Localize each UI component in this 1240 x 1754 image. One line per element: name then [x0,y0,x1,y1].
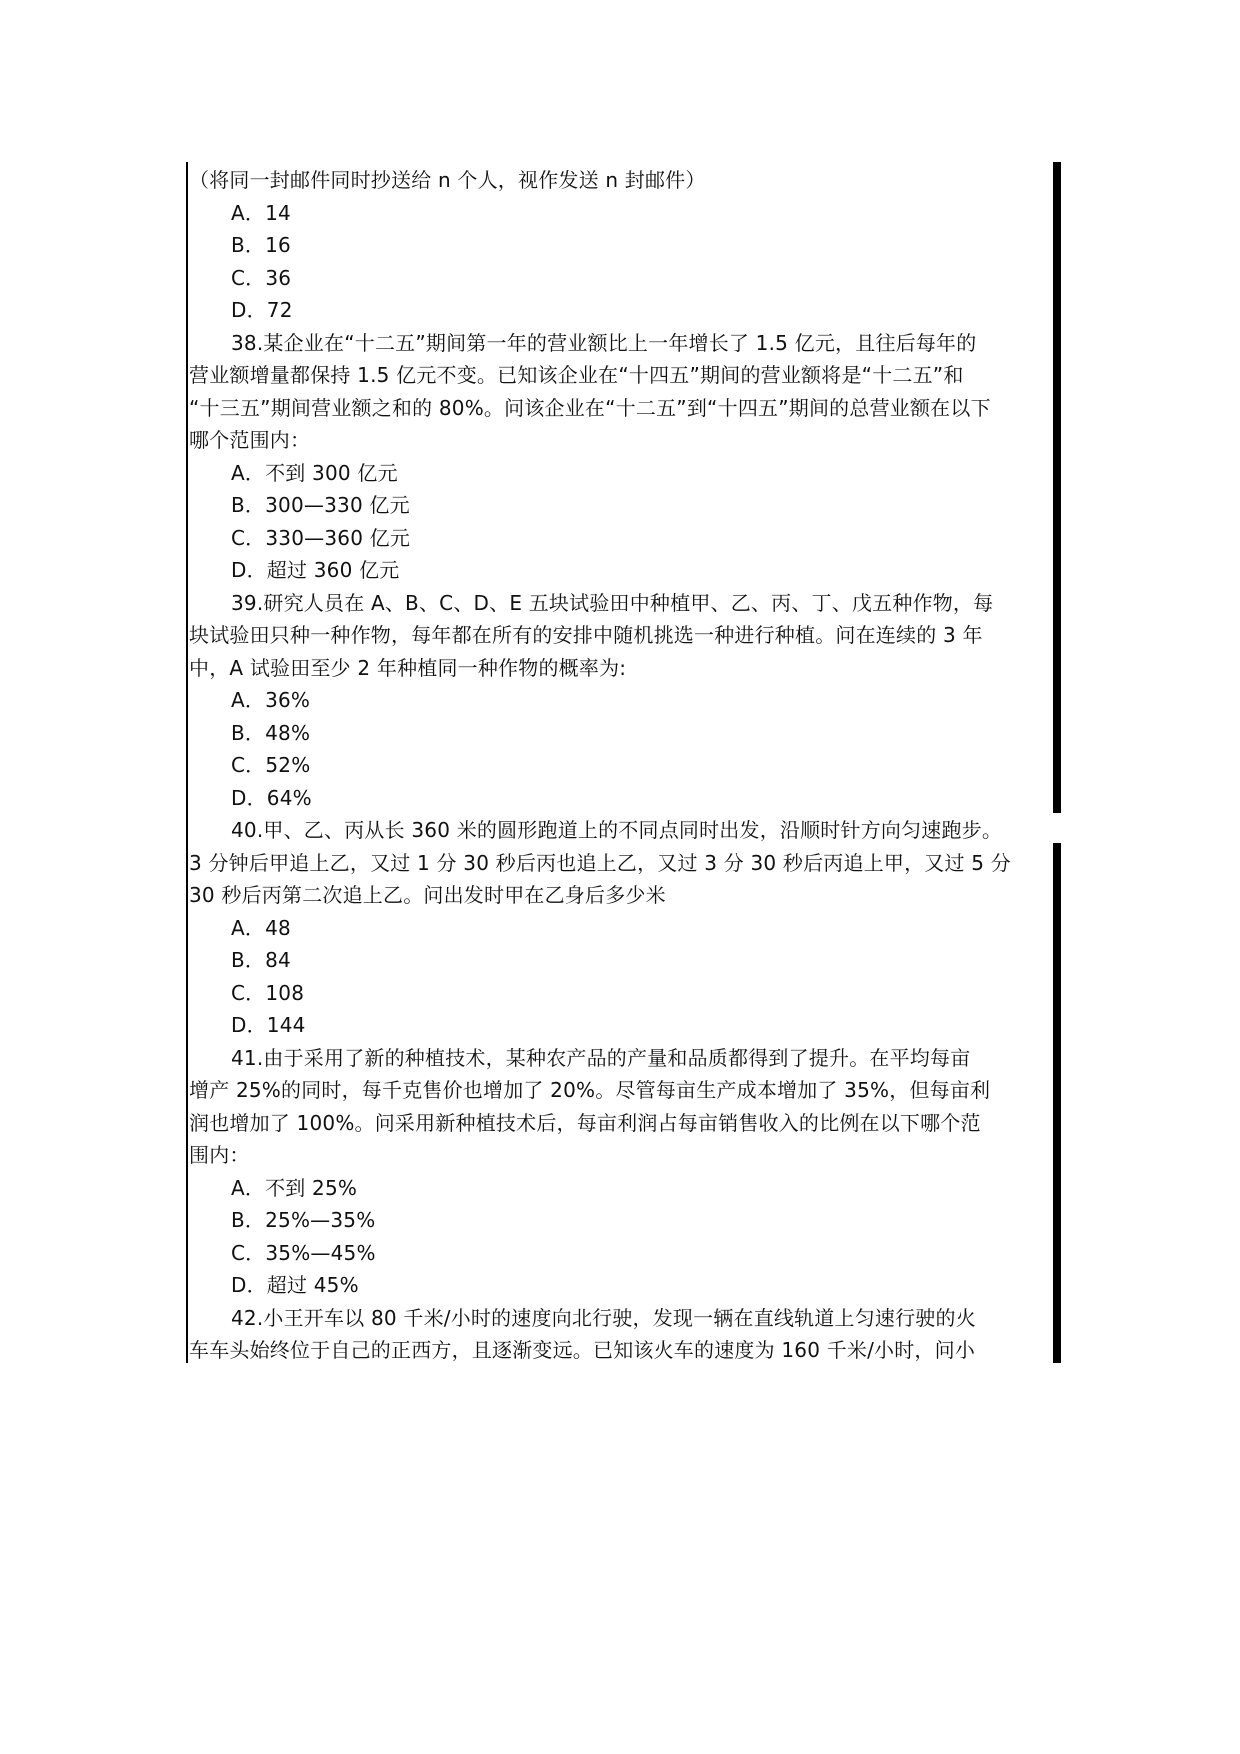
q40-text-line-1: 40.甲、乙、丙从长 360 米的圆形跑道上的不同点同时出发，沿顺时针方向匀速跑步。 [231,818,1003,842]
q40-option-c: C．108 [231,980,305,1005]
q40-text-line-3: 30 秒后丙第二次追上乙。问出发时甲在乙身后多少米 [189,883,666,907]
right-margin-bar-top [1053,162,1061,813]
q39-option-a: A．36% [231,688,311,712]
q41-text-line-4: 围内： [189,1143,250,1167]
q37-option-d: D．72 [231,298,293,322]
q37-option-c: C．36 [231,265,292,290]
q41-text-line-2: 增产 25%的同时，每千克售价也增加了 20%。尽管每亩生产成本增加了 35%，但每亩利 [189,1078,991,1102]
q40-option-d: D．144 [231,1013,306,1037]
q40-text-line-2: 3 分钟后甲追上乙，又过 1 分 30 秒后丙也追上乙，又过 3 分 30 秒后丙追上甲，又过 5 分 [189,850,1011,875]
q38-text-line-3: “十三五”期间营业额之和的 80%。问该企业在“十二五”到“十四五”期间的总营业额在以下 [189,395,991,420]
q41-option-b: B．25%—35% [231,1208,376,1232]
q38-option-a: A．不到 300 亿元 [231,460,398,485]
q37-note: （将同一封邮件同时抄送给 n 个人，视作发送 n 封邮件） [189,168,706,192]
q39-text-line-2: 块试验田只种一种作物，每年都在所有的安排中随机挑选一种进行种植。问在连续的 3 年 [189,623,983,647]
q40-option-b: B．84 [231,948,291,972]
q39-text-line-1: 39.研究人员在 A、B、C、D、E 五块试验田中种植甲、乙、丙、丁、戊五种作物，每 [231,590,994,615]
question-content [189,164,1053,1367]
q41-text-line-1: 41.由于采用了新的种植技术，某种农产品的产量和品质都得到了提升。在平均每亩 [231,1045,971,1070]
q38-option-c: C．330—360 亿元 [231,525,411,550]
q39-option-d: D．64% [231,785,312,810]
q42-text-line-1: 42.小王开车以 80 千米/小时的速度向北行驶，发现一辆在直线轨道上匀速行驶的火 [231,1305,976,1330]
q38-text-line-4: 哪个范围内： [189,428,311,452]
q38-option-d: D．超过 360 亿元 [231,558,400,582]
q41-option-c: C．35%—45% [231,1240,376,1265]
q41-option-d: D．超过 45% [231,1273,359,1297]
q37-option-b: B．16 [231,233,291,257]
q41-option-a: A．不到 25% [231,1175,358,1200]
right-margin-bar-bottom [1053,843,1061,1363]
q39-option-b: B．48% [231,720,311,745]
q39-option-c: C．52% [231,753,311,777]
q38-text-line-2: 营业额增量都保持 1.5 亿元不变。已知该企业在“十四五”期间的营业额将是“十二五”和 [189,363,964,387]
left-border-line [186,162,188,1363]
q40-option-a: A．48 [231,915,291,940]
q41-text-line-3: 润也增加了 100%。问采用新种植技术后，每亩利润占每亩销售收入的比例在以下哪个范 [189,1110,981,1135]
q39-text-line-3: 中，A 试验田至少 2 年种植同一种作物的概率为: [189,655,627,680]
q37-option-a: A．14 [231,200,291,225]
q42-text-line-2: 车车头始终位于自己的正西方，且逐渐变远。已知该火车的速度为 160 千米/小时，问小 [189,1338,976,1362]
q38-text-line-1: 38.某企业在“十二五”期间第一年的营业额比上一年增长了 1.5 亿元，且往后每年的 [231,330,977,355]
q38-option-b: B．300—330 亿元 [231,493,410,517]
